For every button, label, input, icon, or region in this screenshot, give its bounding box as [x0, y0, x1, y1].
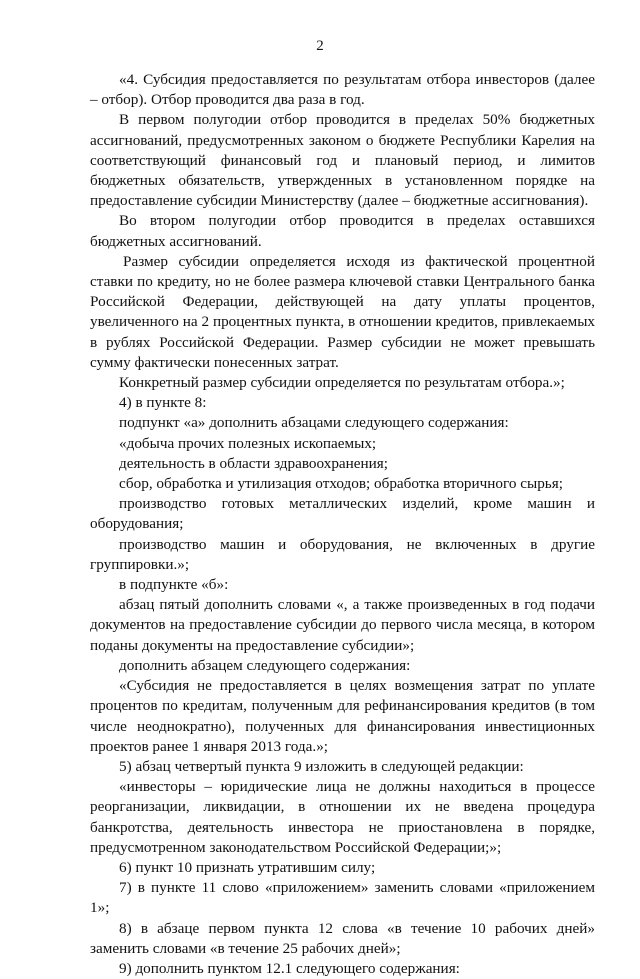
paragraph: «инвесторы – юридические лица не должны находиться в процессе реорганизации, ликвидации, в отношении их не введена процедура банкротства, деятельность инвестора не приостановлена в порядке, предусмотренном законодательством Российской Федерации;»;: [90, 778, 595, 856]
paragraph: Во втором полугодии отбор проводится в пределах оставшихся бюджетных ассигнований.: [90, 212, 595, 250]
paragraph: «4. Субсидия предоставляется по результатам отбора инвесторов (далее – отбор). Отбор проводится два раза в год.: [90, 71, 595, 109]
page-number: 2: [316, 38, 324, 54]
paragraph: подпункт «а» дополнить абзацами следующего содержания:: [119, 414, 509, 432]
paragraph: В первом полугодии отбор проводится в пределах 50% бюджетных ассигнований, предусмотренных законом о бюджете Республики Карелия на соответствующий финансовый год и плановый период, и лимитов бюджетных обязательств, утвержденных в установленном порядке на предоставление субсидии Министерству (далее – бюджетные ассигнования).: [90, 111, 595, 210]
paragraph: производство готовых металлических изделий, кроме машин и оборудования;: [90, 495, 595, 533]
paragraph: сбор, обработка и утилизация отходов; обработка вторичного сырья;: [119, 475, 563, 493]
paragraph: Размер субсидии определяется исходя из фактической процентной ставки по кредиту, но не более размера ключевой ставки Центрального банка Российской Федерации, действующей на дату уплаты процентов, увеличенного на 2 процентных пункта, в отношении кредитов, привлекаемых в рублях Российской Федерации. Размер субсидии не может превышать сумму фактически понесенных затрат.: [90, 252, 595, 371]
paragraph: «Субсидия не предоставляется в целях возмещения затрат по уплате процентов по кредитам, полученным для рефинансирования кредитов (в том числе неоднократно), полученных для финансирования инвестиционных проектов ранее 1 января 2013 года.»;: [90, 677, 595, 755]
list-item: 6) пункт 10 признать утратившим силу;: [119, 858, 376, 876]
list-item: 7) в пункте 11 слово «приложением» заменить словами «приложением 1»;: [90, 879, 595, 917]
list-item: 4) в пункте 8:: [119, 394, 207, 412]
paragraph: «добыча прочих полезных ископаемых;: [119, 434, 377, 452]
paragraph: деятельность в области здравоохранения;: [119, 454, 388, 472]
paragraph: Конкретный размер субсидии определяется по результатам отбора.»;: [119, 374, 565, 392]
paragraph: производство машин и оборудования, не включенных в другие группировки.»;: [90, 535, 595, 573]
paragraph: в подпункте «б»:: [119, 576, 229, 594]
paragraph: дополнить абзацем следующего содержания:: [119, 656, 411, 674]
list-item: 9) дополнить пунктом 12.1 следующего содержания:: [119, 959, 460, 977]
list-item: 5) абзац четвертый пункта 9 изложить в следующей редакции:: [119, 757, 524, 775]
paragraph: абзац пятый дополнить словами «, а также произведенных в год подачи документов на предоставление субсидии до первого числа месяца, в котором поданы документы на предоставление субсидии»;: [90, 596, 595, 654]
document-body: [90, 70, 595, 979]
list-item: 8) в абзаце первом пункта 12 слова «в течение 10 рабочих дней» заменить словами «в течение 25 рабочих дней»;: [90, 919, 595, 957]
